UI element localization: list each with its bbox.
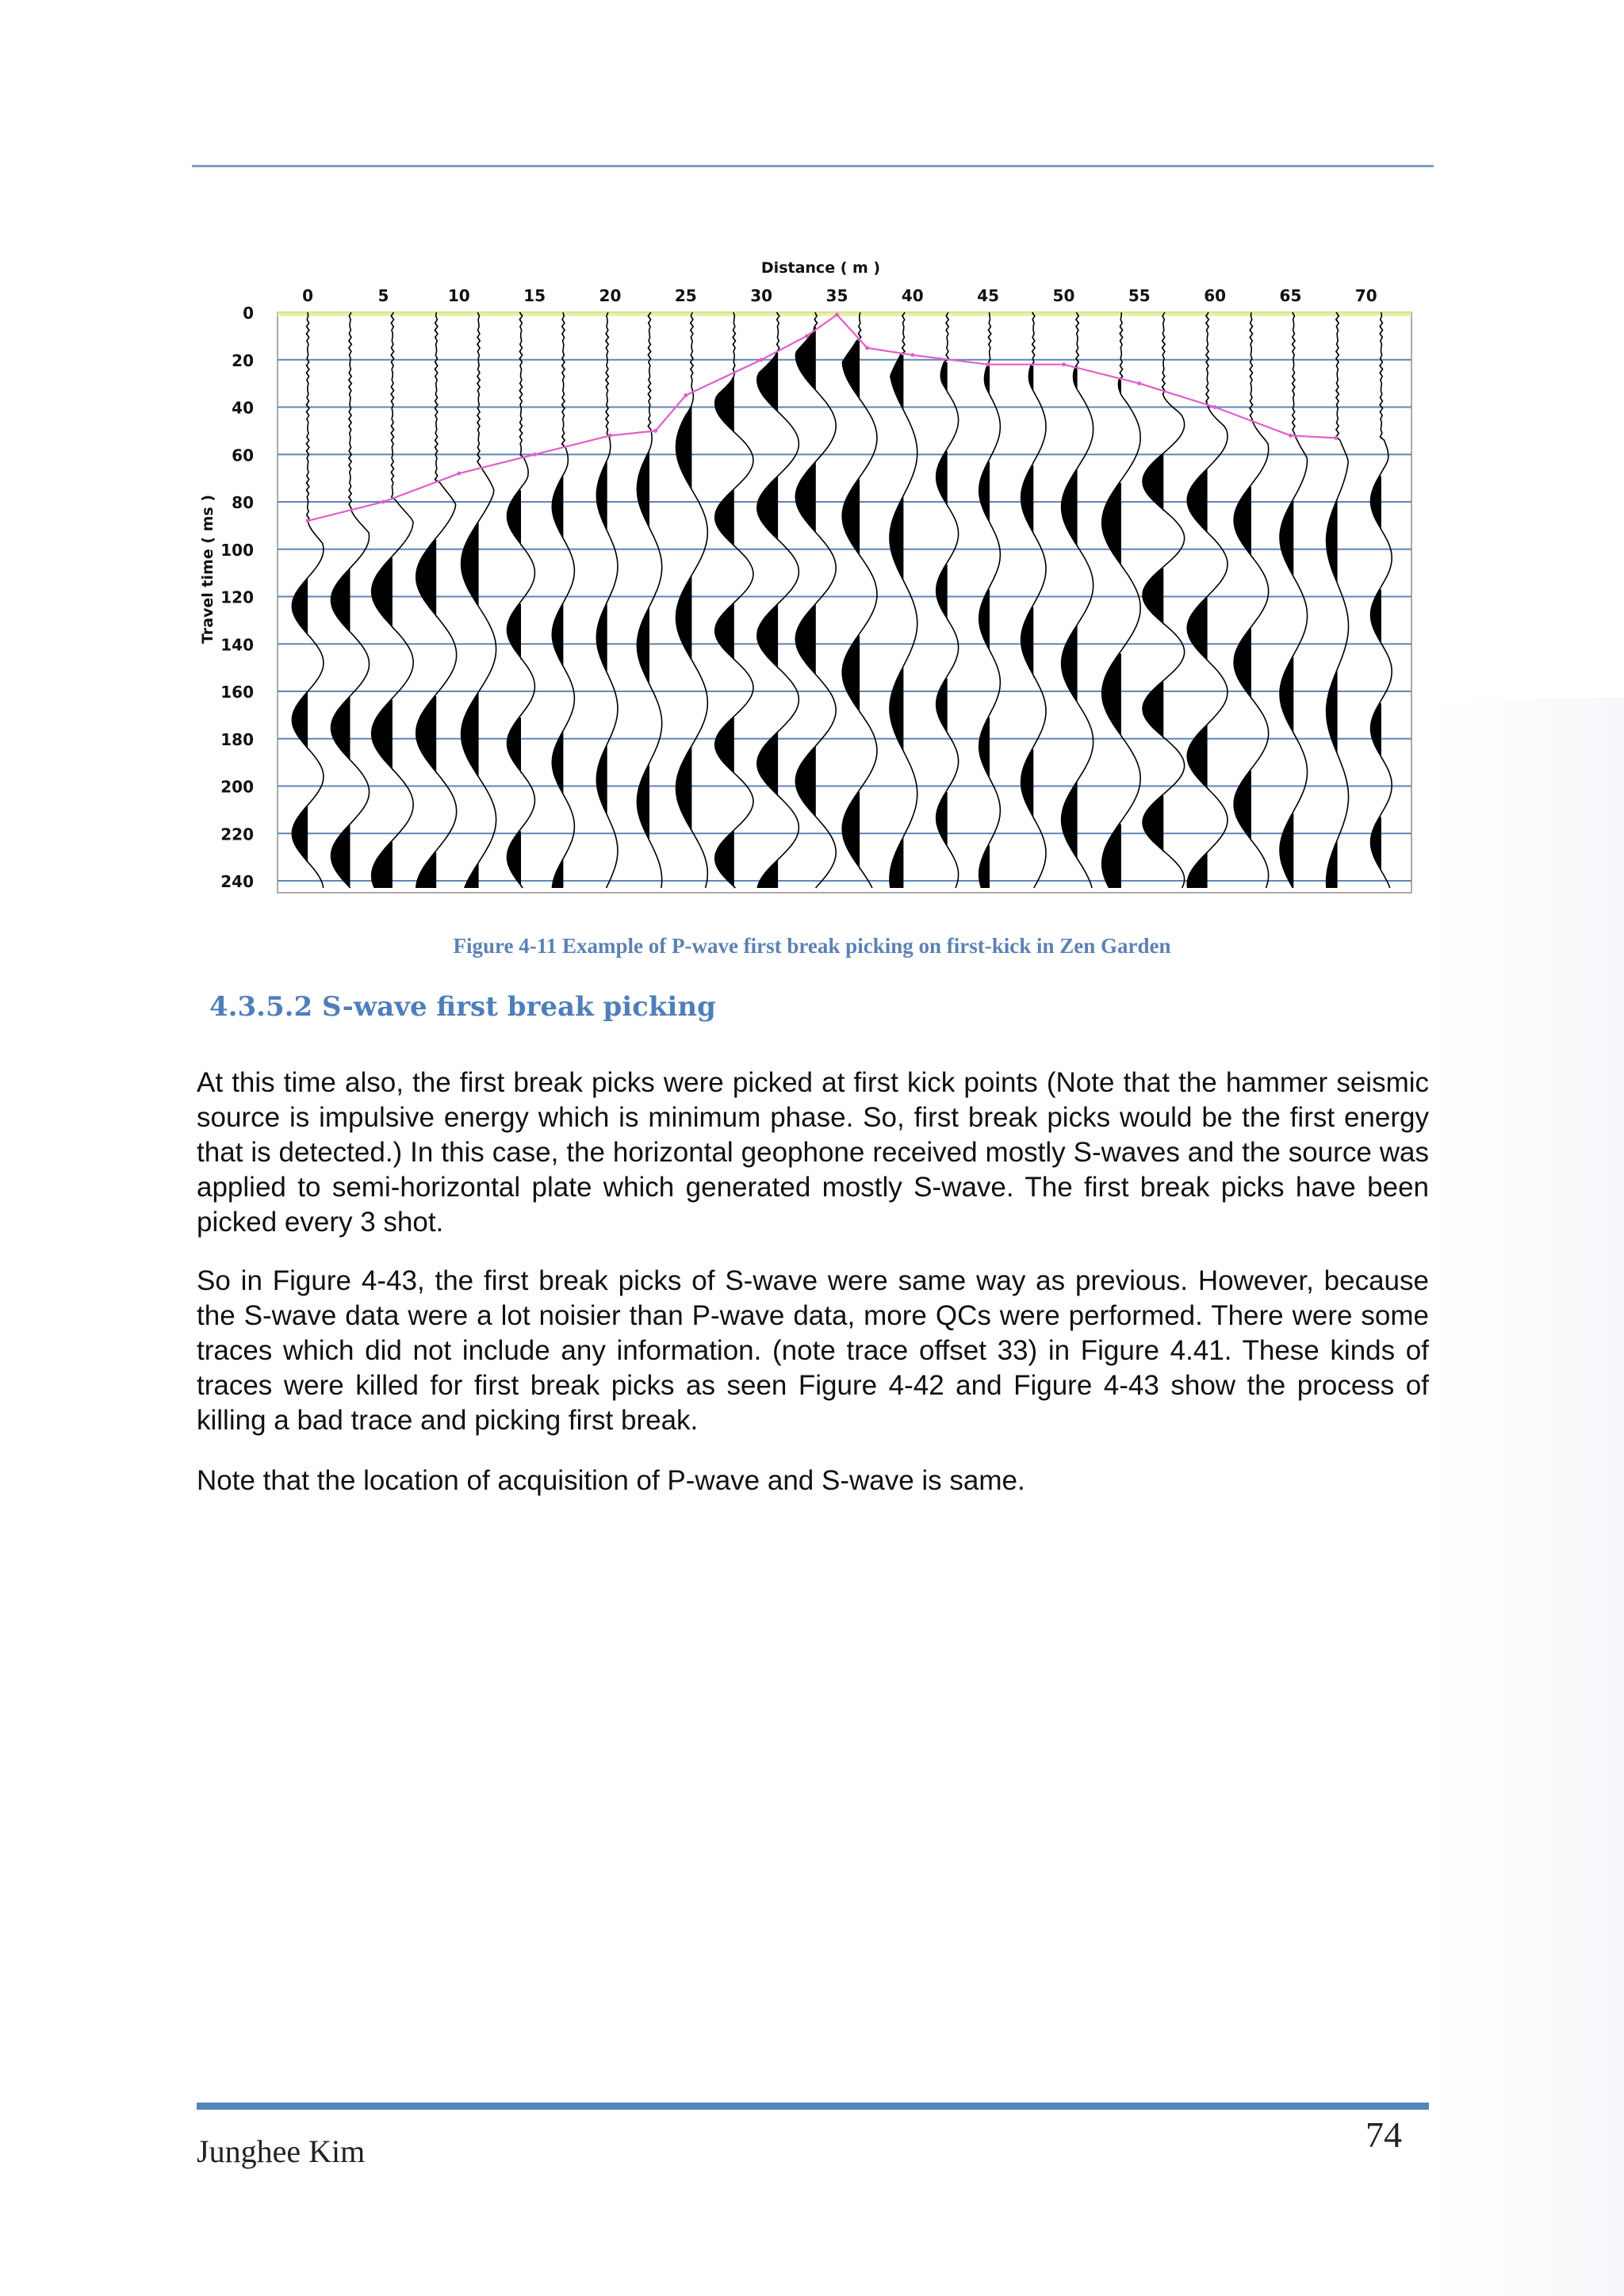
footer-author: Junghee Kim xyxy=(197,2133,366,2169)
x-tick-label-70: 70 xyxy=(1354,286,1377,305)
y-tick-label-240: 240 xyxy=(220,872,254,892)
y-tick-label-200: 200 xyxy=(220,777,254,797)
pick-point-3 xyxy=(457,472,461,476)
y-tick-label-40: 40 xyxy=(232,398,254,418)
pick-point-10 xyxy=(835,312,839,316)
x-tick-label-35: 35 xyxy=(825,286,848,305)
seismic-shot-gather-chart xyxy=(190,252,1443,902)
x-tick-label-30: 30 xyxy=(750,286,773,305)
pick-point-7 xyxy=(684,393,688,397)
seismic-figure xyxy=(190,252,1443,902)
y-axis-title: Travel time ( ms ) xyxy=(199,494,216,645)
pick-point-12 xyxy=(910,353,914,357)
y-tick-label-120: 120 xyxy=(220,587,254,607)
pick-point-5 xyxy=(608,434,612,438)
y-tick-label-80: 80 xyxy=(232,493,254,513)
x-tick-label-50: 50 xyxy=(1052,286,1075,305)
y-tick-label-140: 140 xyxy=(220,635,254,655)
pick-point-2 xyxy=(381,500,385,504)
x-axis-title: Distance ( m ) xyxy=(760,259,881,277)
pick-point-6 xyxy=(653,429,657,433)
pick-point-14 xyxy=(1062,362,1066,366)
pick-point-15 xyxy=(1137,381,1141,385)
x-tick-label-5: 5 xyxy=(377,286,389,305)
page-number: 74 xyxy=(1365,2114,1402,2155)
figure-caption: Figure 4-11 Example of P-wave first break picking on first-kick in Zen Garden xyxy=(453,934,1171,958)
pick-point-13 xyxy=(986,362,990,366)
footer-rule xyxy=(197,2103,1429,2110)
y-tick-label-100: 100 xyxy=(220,540,254,560)
paragraph-2: So in Figure 4-43, the first break picks of S-wave were same way as previous. However, because the S-wave data were a lot noisier than P-wave data, more QCs were performed. There were some traces which did not include any information. (note trace offset 33) in Figure 4.41. These kinds of traces were killed for first break picks as seen Figure 4-42 and Figure 4-43 show the process of killing a bad trace and picking first break. xyxy=(197,1265,1429,1436)
x-tick-label-55: 55 xyxy=(1128,286,1151,305)
x-tick-label-20: 20 xyxy=(599,286,622,305)
x-tick-label-15: 15 xyxy=(523,286,546,305)
y-tick-label-220: 220 xyxy=(220,825,254,844)
pick-point-16 xyxy=(1213,405,1217,409)
pick-point-9 xyxy=(805,334,809,338)
paragraph-1: At this time also, the first break picks were picked at first kick points (Note that the hammer seismic source is impulsive energy which is minimum phase. So, first break picks would be the first energy that is detected.) In this case, the horizontal geophone received mostly S-waves and the source was applied to semi-horizontal plate which generated mostly S-wave. The first break picks have been picked every 3 shot. xyxy=(197,1067,1429,1238)
pick-point-8 xyxy=(760,358,764,362)
y-tick-label-160: 160 xyxy=(220,683,254,702)
x-tick-label-45: 45 xyxy=(977,286,1000,305)
x-tick-label-25: 25 xyxy=(674,286,697,305)
x-tick-label-60: 60 xyxy=(1204,286,1227,305)
pick-point-17 xyxy=(1289,434,1293,438)
x-tick-label-10: 10 xyxy=(447,286,470,305)
x-tick-label-65: 65 xyxy=(1279,286,1302,305)
header-rule xyxy=(192,165,1434,167)
y-tick-label-180: 180 xyxy=(220,729,254,749)
y-tick-label-20: 20 xyxy=(232,350,254,370)
x-tick-label-40: 40 xyxy=(901,286,924,305)
y-tick-label-60: 60 xyxy=(232,446,254,465)
y-tick-label-0: 0 xyxy=(243,304,254,323)
pick-point-1 xyxy=(306,519,310,522)
section-heading: 4.3.5.2 S-wave first break picking xyxy=(209,991,716,1023)
paragraph-3: Note that the location of acquisition of P-wave and S-wave is same. xyxy=(197,1465,1025,1496)
x-tick-label-0: 0 xyxy=(302,286,314,305)
pick-point-4 xyxy=(533,453,537,457)
pick-point-11 xyxy=(865,346,869,350)
pick-point-18 xyxy=(1334,436,1338,440)
